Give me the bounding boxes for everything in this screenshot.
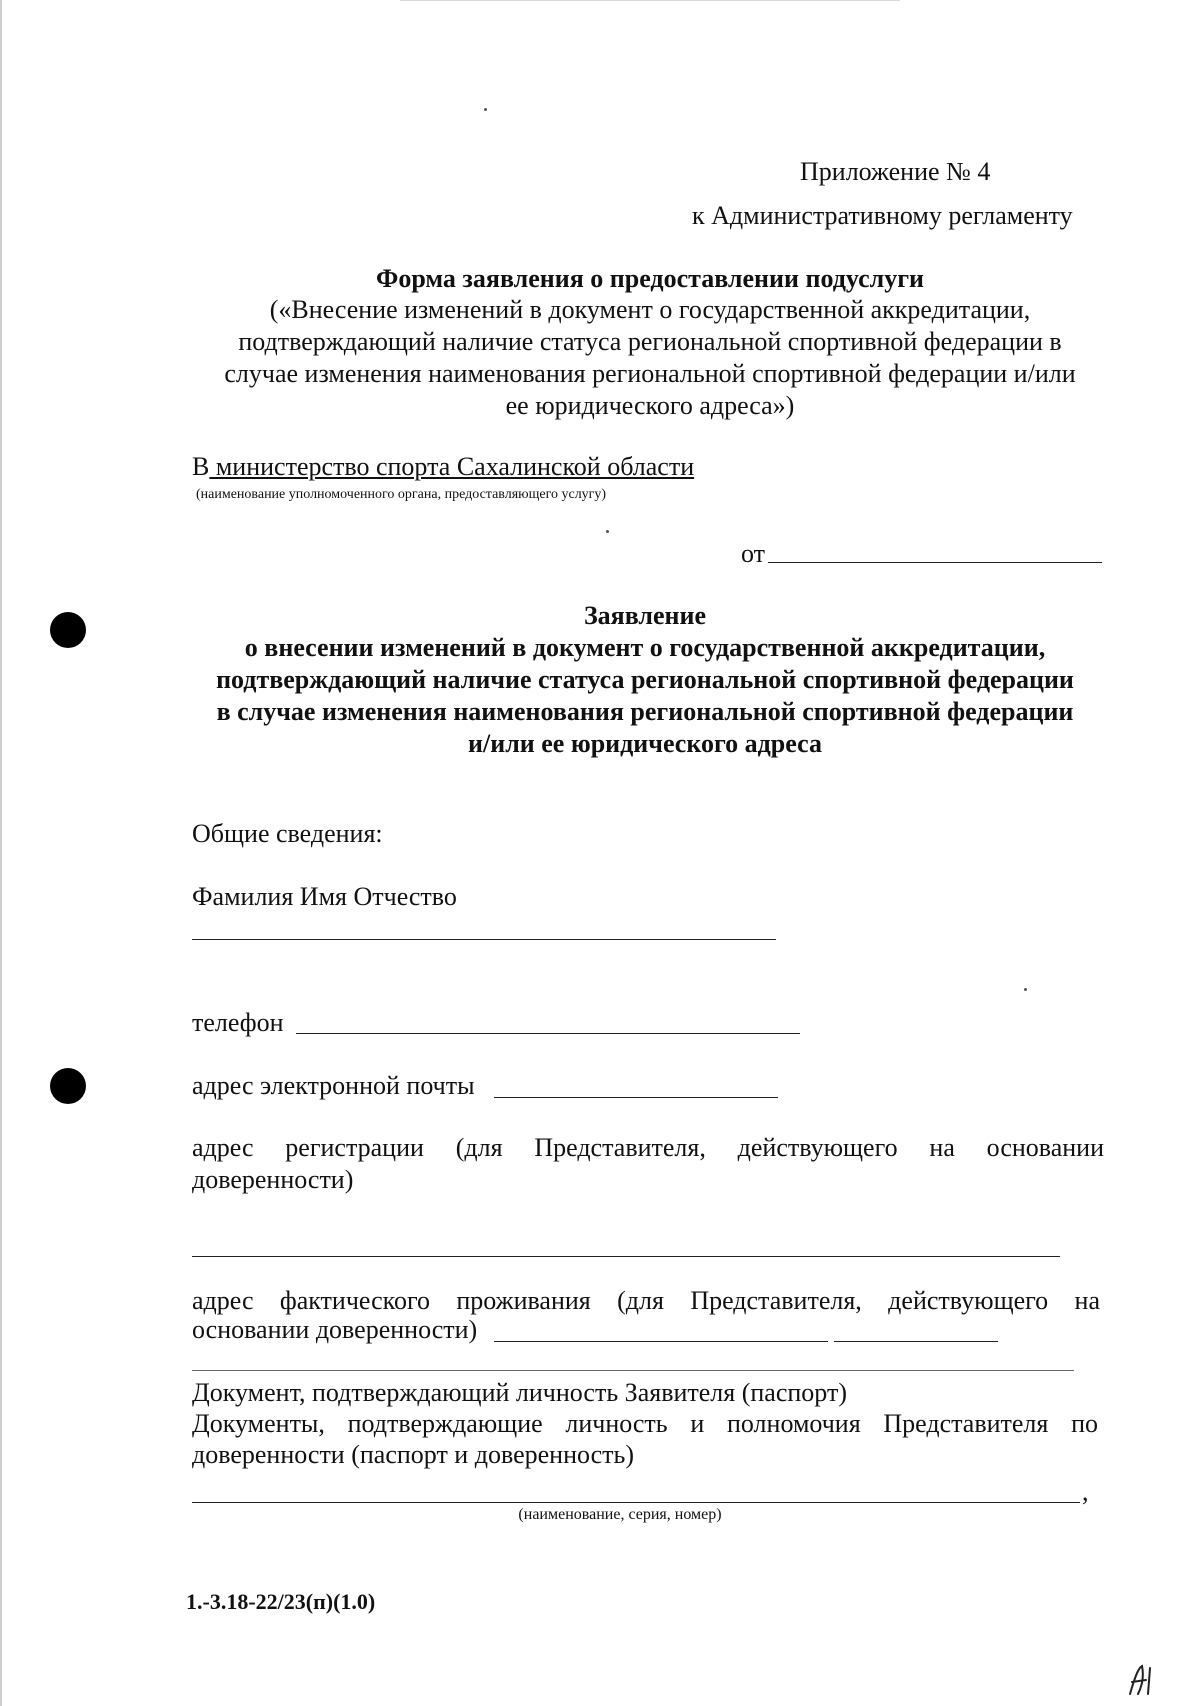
actual-address-input-line[interactable]	[494, 1341, 828, 1342]
general-info-label: Общие сведения:	[192, 819, 383, 848]
statement-line: подтверждающий наличие статуса региональной спортивной федерации	[216, 665, 1074, 694]
document-code: 1.-3.18-22/23(п)(1.0)	[186, 1589, 376, 1614]
document-details-caption: (наименование, серия, номер)	[518, 1506, 722, 1523]
full-name-input-line[interactable]	[192, 939, 776, 940]
statement-line: о внесении изменений в документ о государственной аккредитации,	[244, 633, 1046, 662]
scan-speck	[1024, 988, 1027, 991]
id-document-label: Документ, подтверждающий личность Заявителя (паспорт)	[192, 1378, 847, 1407]
document-details-comma: ,	[1082, 1477, 1089, 1506]
statement-line: в случае изменения наименования региональной спортивной федерации	[216, 697, 1074, 726]
statement-title: Заявление	[583, 601, 707, 630]
form-title-line: случае изменения наименования региональной спортивной федерации и/или	[224, 359, 1076, 388]
registration-address-label-cont: доверенности)	[192, 1165, 354, 1194]
registration-address-input-line[interactable]	[192, 1256, 1060, 1257]
phone-label: телефон	[192, 1008, 284, 1037]
actual-address-label: адрес фактического проживания (для Представителя, действующего на	[192, 1286, 1100, 1315]
punch-hole-bottom	[50, 1068, 86, 1104]
actual-address-input-line-3[interactable]	[192, 1370, 1074, 1371]
statement-line: и/или ее юридического адреса	[468, 729, 822, 758]
recipient-value: министерство спорта Сахалинской области	[209, 452, 695, 481]
actual-address-input-line-2[interactable]	[834, 1341, 998, 1342]
scan-left-edge	[0, 0, 2, 1706]
representative-documents-label: Документы, подтверждающие личность и полномочия Представителя по	[192, 1409, 1098, 1438]
from-input-line[interactable]	[768, 562, 1102, 563]
email-label: адрес электронной почты	[192, 1071, 475, 1100]
from-label: от	[741, 539, 766, 568]
representative-documents-label-cont: доверенности (паспорт и доверенность)	[192, 1440, 635, 1469]
registration-address-label: адрес регистрации (для Представителя, действующего на основании	[192, 1133, 1104, 1162]
form-title-line: подтверждающий наличие статуса региональной спортивной федерации в	[238, 327, 1062, 356]
scan-top-edge	[400, 0, 900, 1]
form-heading: Форма заявления о предоставлении подуслуги	[376, 264, 924, 293]
email-input-line[interactable]	[494, 1097, 778, 1098]
recipient-line	[192, 451, 694, 483]
punch-hole-top	[50, 612, 86, 648]
scan-speck	[484, 108, 487, 111]
actual-address-label-cont: основании доверенности)	[192, 1315, 478, 1344]
form-title-line: ее юридического адреса»)	[505, 391, 795, 420]
document-details-input-line[interactable]	[192, 1502, 1080, 1503]
recipient-prefix: В	[192, 452, 210, 481]
phone-input-line[interactable]	[296, 1033, 800, 1034]
handwritten-page-number	[1124, 1660, 1160, 1700]
form-title-line: («Внесение изменений в документ о государственной аккредитации,	[269, 295, 1031, 324]
scan-speck	[606, 530, 609, 533]
full-name-label: Фамилия Имя Отчество	[192, 882, 457, 911]
appendix-reference: к Административному регламенту	[692, 201, 1073, 230]
appendix-number: Приложение № 4	[800, 157, 991, 186]
recipient-caption: (наименование уполномоченного органа, предоставляющего услугу)	[196, 487, 607, 502]
